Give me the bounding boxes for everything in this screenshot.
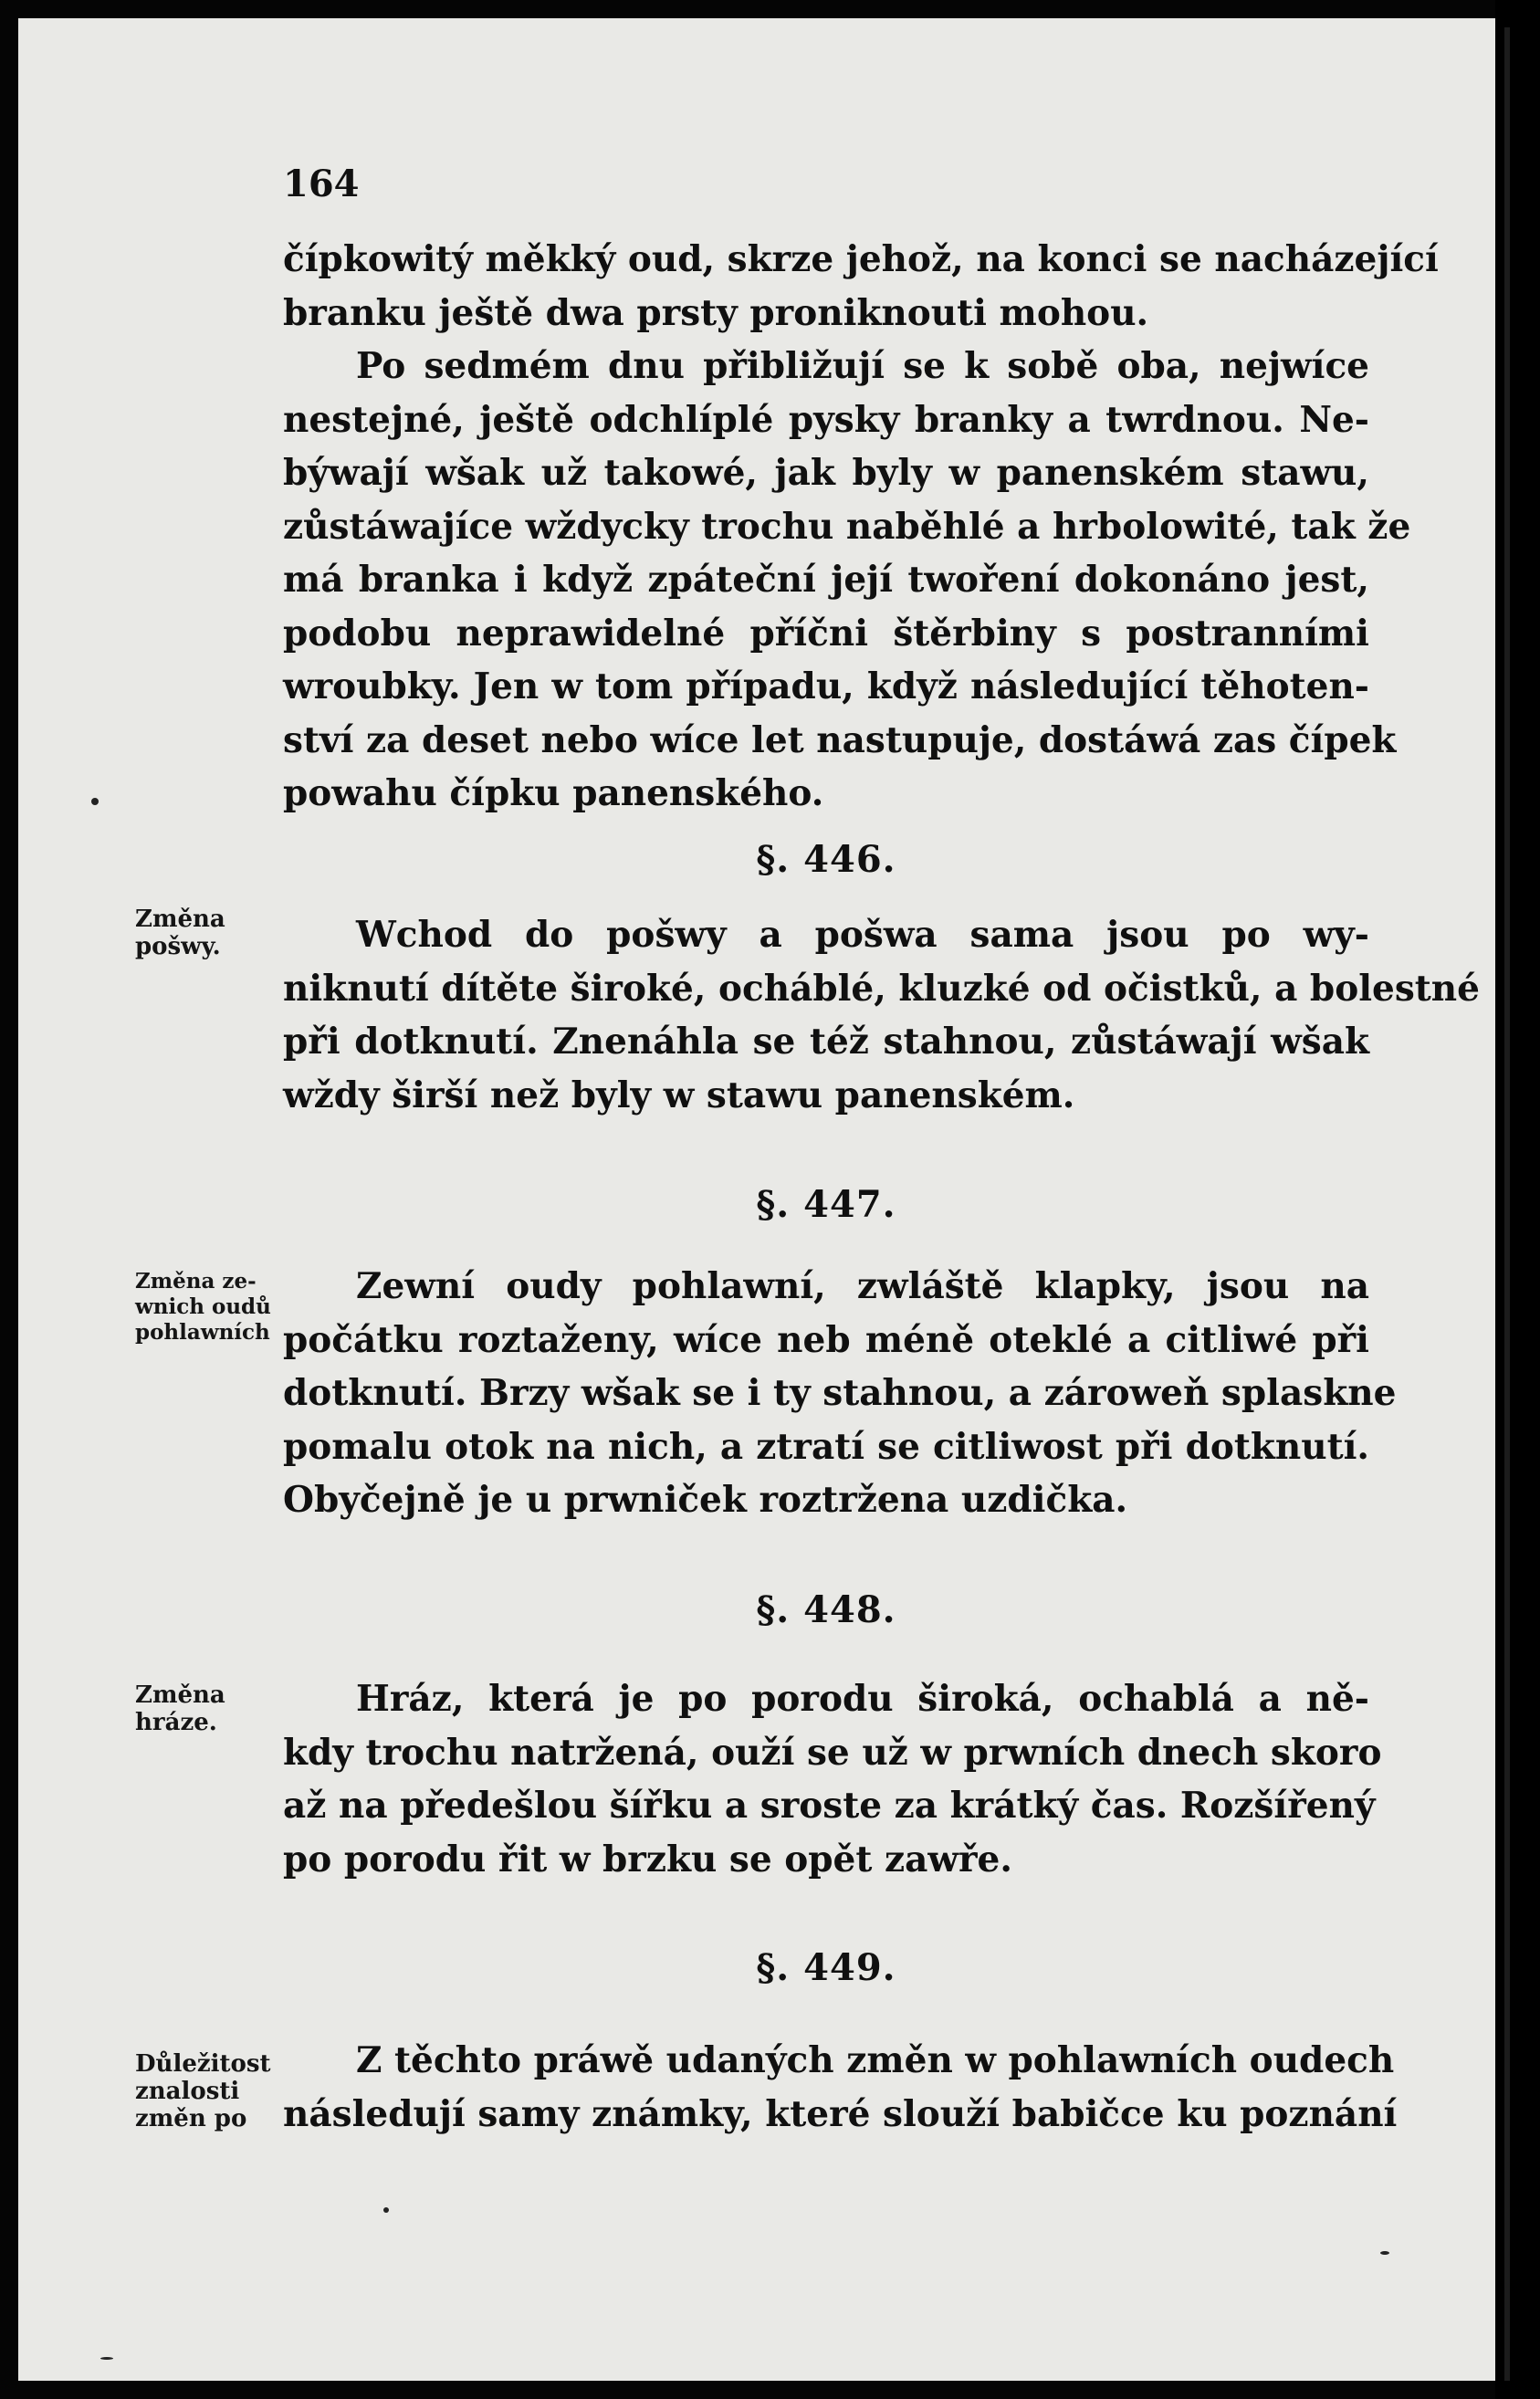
margin-note-line: znalosti bbox=[135, 2078, 240, 2105]
text-line: při dotknutí. Znenáhla se též stahnou, zůstáwají wšak bbox=[283, 1021, 1369, 1063]
page-number: 164 bbox=[283, 162, 360, 205]
section-heading-448: §. 448. bbox=[756, 1588, 896, 1631]
margin-note-line: wnich oudů bbox=[135, 1294, 271, 1319]
text-line: až na předešlou šířku a sroste za krátký čas. Rozšířený bbox=[283, 1785, 1376, 1827]
text-line: má branka i když zpáteční její twoření dokonáno jest, bbox=[283, 559, 1369, 601]
margin-note-line: hráze. bbox=[135, 1709, 217, 1736]
text-line: zůstáwajíce wždycky trochu naběhlé a hrbolowité, tak že bbox=[283, 505, 1411, 548]
text-line: Hráz, která je po porodu široká, ochablá a ně- bbox=[356, 1678, 1369, 1720]
text-line: čípkowitý měkký oud, skrze jehož, na konci se nacházející bbox=[283, 238, 1439, 280]
margin-note-448 bbox=[135, 1681, 290, 1736]
text-line: powahu čípku panenského. bbox=[283, 772, 824, 814]
text-line: dotknutí. Brzy wšak se i ty stahnou, a zároweň splaskne bbox=[283, 1372, 1397, 1414]
scan-speck bbox=[1380, 2251, 1389, 2255]
text-line: niknutí dítěte široké, ocháblé, kluzké od očistků, a bolestné bbox=[283, 967, 1480, 1010]
text-line: kdy trochu natržená, ouží se už w prwních dnech skoro bbox=[283, 1731, 1382, 1774]
text-line: wždy širší než byly w stawu panenském. bbox=[283, 1074, 1075, 1116]
text-line: Zewní oudy pohlawní, zwláště klapky, jsou na bbox=[356, 1265, 1369, 1307]
paragraph-postpartum-changes bbox=[283, 340, 1411, 821]
text-line: počátku roztaženy, wíce neb méně oteklé a citliwé při bbox=[283, 1318, 1369, 1361]
margin-note-line: změn po bbox=[135, 2105, 247, 2132]
text-line: branku ještě dwa prsty proniknouti mohou. bbox=[283, 291, 1149, 334]
text-line: ství za deset nebo wíce let nastupuje, dostáwá zas čípek bbox=[283, 718, 1397, 761]
margin-note-447 bbox=[135, 1269, 290, 1346]
section-heading-449: §. 449. bbox=[756, 1946, 896, 1989]
scan-speck bbox=[100, 2357, 113, 2360]
section-heading-447: §. 447. bbox=[756, 1183, 896, 1226]
section-447-paragraph bbox=[283, 1260, 1397, 1527]
section-446-paragraph bbox=[283, 908, 1480, 1122]
margin-note-line: pošwy. bbox=[135, 933, 221, 960]
scan-edge-line bbox=[1504, 27, 1510, 2381]
scan-speck bbox=[383, 2207, 389, 2213]
intro-paragraph bbox=[283, 233, 1439, 340]
text-line: nestejné, ještě odchlíplé pysky branky a twrdnou. Ne- bbox=[283, 398, 1369, 441]
scan-speck bbox=[91, 798, 99, 805]
margin-note-446 bbox=[135, 906, 290, 960]
text-line: podobu neprawidelné příčni štěrbiny s postranními bbox=[283, 612, 1369, 655]
section-heading-446: §. 446. bbox=[756, 838, 896, 881]
margin-note-line: Změna ze- bbox=[135, 1269, 257, 1294]
margin-note-line: pohlawních bbox=[135, 1320, 270, 1345]
text-line: po porodu řit w brzku se opět zawře. bbox=[283, 1838, 1012, 1880]
text-line: Obyčejně je u prwniček roztržena uzdička. bbox=[283, 1479, 1128, 1521]
text-line: následují samy známky, které slouží babičce ku poznání bbox=[283, 2092, 1398, 2135]
section-449-paragraph bbox=[283, 2034, 1398, 2141]
text-line: pomalu otok na nich, a ztratí se citliwost při dotknutí. bbox=[283, 1425, 1369, 1468]
section-448-paragraph bbox=[283, 1672, 1382, 1886]
text-line: býwají wšak už takowé, jak byly w panenském stawu, bbox=[283, 452, 1369, 494]
margin-note-line: Důležitost bbox=[135, 2050, 271, 2078]
text-line: Wchod do pošwy a pošwa sama jsou po wy- bbox=[356, 914, 1369, 956]
margin-note-line: Změna bbox=[135, 906, 225, 933]
text-line: Po sedmém dnu přibližují se k sobě oba, nejwíce bbox=[356, 345, 1369, 387]
margin-note-449 bbox=[135, 2050, 290, 2132]
scan-edge-shadow bbox=[1495, 0, 1540, 2399]
text-line: Z těchto práwě udaných změn w pohlawních oudech bbox=[356, 2039, 1395, 2081]
text-line: wroubky. Jen w tom případu, když následující těhoten- bbox=[283, 665, 1369, 707]
margin-note-line: Změna bbox=[135, 1681, 225, 1709]
